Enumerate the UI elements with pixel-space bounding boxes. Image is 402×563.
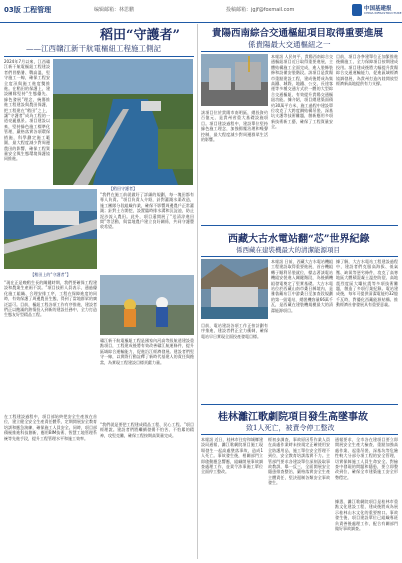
article1-body6: “我們就是要把工程建成精品工程、民心工程。”項目經理說。建設者們將繼續發揚不怕苦、不怕累的精神，攻堅克難，確保工程按期高質量完成。: [100, 422, 194, 438]
photo1-caption: 【稻田守護者】: [109, 186, 137, 191]
article2-body: 本報訊 人民何平，貴陽西南綜合交通樞紐項目近日取得重要進展，主體結構施工全面完成，進入裝飾裝修和設備安裝階段。該項目是貴陽市重點建設工程，建成後將成為集高鐵、城際、地鐵、公交、長途客運等多種交通方式於一體的大型綜合交通樞紐，有效提升貴陽交通樞紐功能。據介紹，項目總建築面積約30萬平方米，施工過程中建設單位攻克了大跨度鋼結構吊裝、深基坑支護等技術難題，創新應用多項新技術新工藝，確保了工程質量安全。: [271, 54, 333, 130]
article4-body4: 據悉，灕江歌劇院項目是桂林市重點文化建設工程，建成後將成為展示桂林山水文化的重要窗口。事故發生後，項目建設單位已組織專班負責善後處理工作，配合有關部門做好事故調查。: [335, 499, 398, 532]
article1-subtitle: ——江西贛江新干航電樞紐工程施工側記: [26, 44, 161, 53]
photo2-caption: 【稻田上的“守護者”】: [30, 272, 71, 277]
article1-divider: [4, 56, 194, 57]
article3-body2: 據了解，大古水電站工程建設過程中，建設者們克服高海拔、低氣壓、缺氧等惡劣條件，攻克了高寒地區大體積混凝土溫控防裂、高地震烈度區大壩抗震等多項技術難題，創造了多項行業紀錄。電站建成後，每年可提供清潔電能約32億千瓦時，對優化西藏能源結構、推動經濟社會發展具有重要意義。: [336, 259, 398, 308]
logo-mark-icon: [352, 4, 362, 16]
article3-subtitle: 係西藏在建裝機最大的清潔能源項目: [236, 246, 340, 254]
article3-body: 本報訊 日前，西藏大古水電站機組工程建設取得重要進展，首台機組轉子順利吊裝就位，標志著該電站機組安裝進入關鍵階段，為後續機組發電奠定了堅實基礎。大古水電站位於西藏山南市桑日縣境內，是雅魯藏布江中游桑日至加查段規劃的第一級電站，總裝機容量66萬千瓦，是西藏在建裝機規模最大的清潔能源項目。: [271, 259, 333, 313]
article3-bottom-divider: [201, 404, 398, 405]
article3-body3: 目前，電站建設各項工作正按計劃有序推進，建設者們正全力衝刺，確保電站早日實現全面投產發電目標。: [201, 323, 268, 339]
article4-body2: 經初步調查，事故原因系作業人員在高處作業時未按規定正確使用安全防護用品，施工單位安全管理不到位，安全教育培訓落實不力。主管部門要求各建設單位深刻汲取事故教訓，舉一反三，全面開展安全隱患排查整治，嚴格落實安全生產主體責任，堅決遏制各類安全事故發生。: [268, 437, 330, 486]
article1-body5: 在工程建設過程中，項目部始終把安全生產放在首位，建立健全安全生產責任體系，定期開展安全教育培訓和應急演練，確保施工人員安全。同時，項目部積極推進科技創新，應用BIM技術、智慧工地管理系統等先進手段，提升工程管理水平和施工效率。: [4, 414, 97, 441]
article2-body2: 目前，項目各參建單位正加緊推進後續施工，全力保障項目按期建成投用。項目建成後將大幅提升貴陽綜合交通運輸能力，促進區域經濟協調發展，為貴州打造內陸開放型經濟新高地提供有力支撐。: [336, 54, 398, 87]
article1-body: 2024年7月以來，江西贛江新干航電樞紐工程建設者們冒酷暑、戰高溫，堅守施工一線，確保工程安全度汛與施工進度雙推進。在稻田的保護上，建設團隊堅持“生態優先、綠色發展”理念，統籌推進工程建設與農田保護，把工程建在“稻田”之上，讓“守護者”成為工程的一道亮麗風景。項目建設以來，堅持綠色施工標準化管理，嚴格落實各項環保措施，科學劃定施工範圍，最大程度減少對周邊農田的影響，確保工程質量安全與生態環境保護協同推進。: [4, 59, 50, 162]
article4-subtitle: 致1人死亡，被責令停工整改: [246, 424, 335, 432]
article1-body4: 贛江新干航電樞紐工程是國家內河高等級航道建設重點項目，工程建成後將有效改善贛江航運條件，提升區域綜合運輸能力，促進沿江經濟發展。建設者們堅守一線，以實際行動詮釋了新時代基建人的責任與擔當，為實現工程建設目標貢獻力量。: [100, 338, 194, 365]
editor-info: 编辑邮箱：林思鹏: [94, 7, 135, 13]
article3-divider: [201, 256, 398, 257]
column-divider: [197, 24, 198, 559]
contact-info: 投稿邮箱：jgjf@foxmail.com: [226, 7, 295, 13]
page-header: [0, 0, 402, 23]
page-section-label: 03版 工程管理: [4, 6, 52, 14]
station-construction-image: [201, 54, 268, 106]
logo-name: 中国基建报: [364, 6, 392, 12]
article1-title: 稻田“守護者”: [100, 28, 180, 43]
article4-body3: 通報要求，全市各在建項目要立即開展安全生產大檢查，重點加強高處作業、起重吊裝、深基坑等危險性較大分部分項工程的安全管理，切實保障施工人員生命安全。對檢查中發現的問題和隱患，要立即整改到位，確保全市建築施工安全形勢穩定。: [335, 437, 398, 480]
article4-body: 本報訊 近日，桂林市住房和城鄉建設局通報，灕江歌劇院項目施工現場發生一起高處墜落事故，造成1人死亡。事故發生後，相關部門立即啟動應急響應，組織開展事故調查處理工作，並責令涉事施工單位全面停工整改。: [201, 437, 263, 475]
article1-photo-canal: [53, 59, 193, 185]
article4-divider: [201, 434, 398, 435]
article1-body2: “我們在施工前就做好了詳細的規劃，每一塊田都有專人負責。”項目負責人介紹，針對灌溉水渠改造，施工團隊分段組織作業，確保不影響周邊農戶正常灌溉；針對土方開挖，設置臨時排水溝和沉淀池，防止泥沙流入農田。此外，項目還開展了“送清涼進田間”等活動，與當地農戶建立良好關係，共同守護豐收希望。: [100, 192, 194, 230]
canal-aerial-image: [53, 59, 193, 185]
article1-photo-workers: [100, 275, 194, 335]
logo-english: CHINA INFRASTRUCTURE: [364, 11, 402, 15]
article4-title: 桂林灕江歌劇院項目發生高墜事故: [218, 412, 368, 423]
article2-photo-station: [201, 54, 268, 106]
article1-photo-riverside: [4, 189, 97, 269]
article2-bottom-divider: [201, 225, 398, 226]
article3-photo-dam: [201, 259, 268, 319]
article2-divider: [201, 51, 398, 52]
article2-subtitle: 係貴陽最大交通樞紐之一: [248, 40, 331, 49]
article2-title: 貴陽西南綜合交通樞紐項目取得重要進展: [212, 28, 384, 39]
article3-title: 西藏大古水電站翻“芯”世界紀錄: [228, 234, 370, 245]
article1-body3: “現在正是晚稻生長的關鍵時期，我們要確保工程建設和農業生產兩不誤。”項目技術人員表示，通過優化施工組織、合理安排工序，工程在保障進度的同時，有效保護了周邊農田生態，得到了當地群眾的廣泛認可。目前，樞紐工程各項工作有序推進，建設者們正以飽滿的熱情投入到新的建設任務中，全力打造生態友好型精品工程。: [4, 280, 97, 318]
article2-body3: 該項目位於貴陽市南明區，總投資約百億元，是貴州省重大基礎設施項目。項目建設過程中，建設單位堅持綠色施工理念，加強揚塵治理和噪聲控制，最大程度減少對周邊群眾生活的影響。: [201, 110, 268, 143]
hydropower-dam-image: [201, 259, 268, 319]
workers-image: [100, 275, 194, 335]
riverside-construction-image: [4, 189, 97, 269]
newspaper-logo: [352, 3, 402, 18]
